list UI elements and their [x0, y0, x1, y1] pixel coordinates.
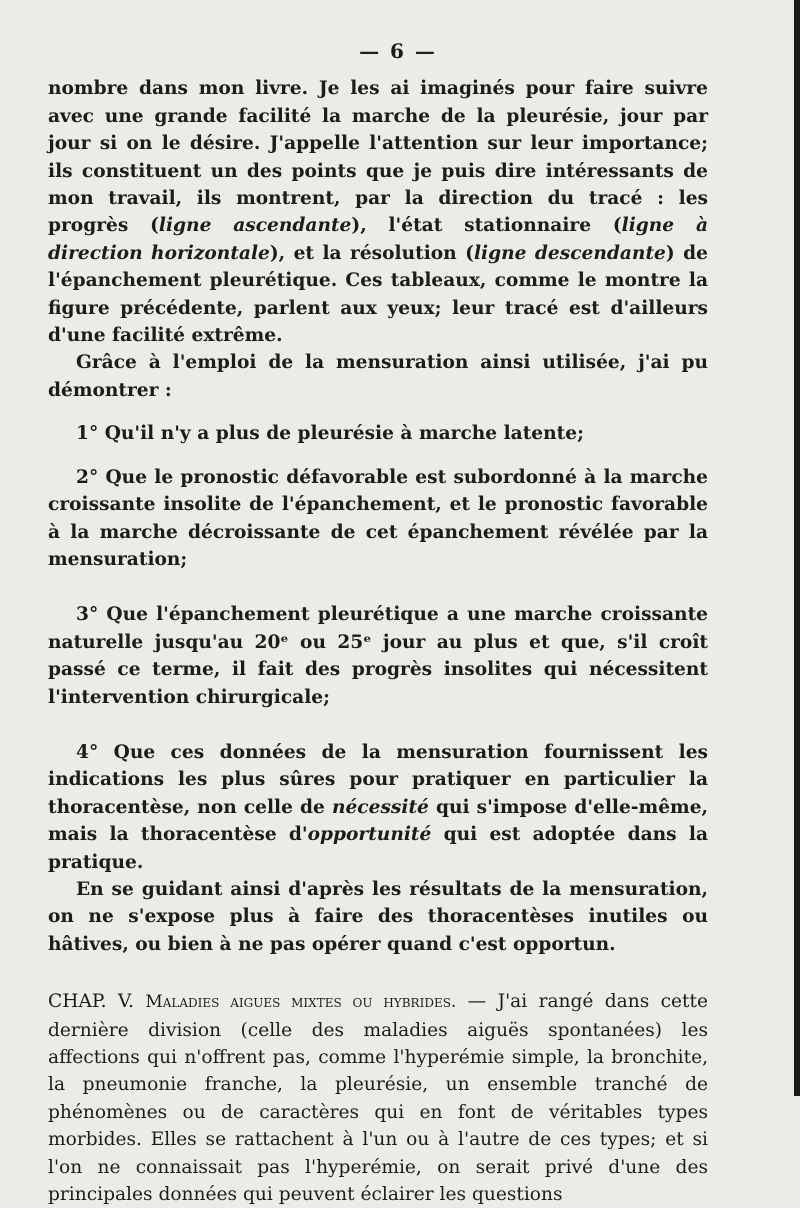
text-run: qui est adoptée dans la pratique. — [48, 824, 708, 873]
chapter-title: Maladies aigues mixtes ou hybrides. — [145, 992, 457, 1013]
chapter-text: — J'ai rangé dans cette dernière division (celle des maladies aiguës spontanées) les affections qui n'offrent pas, comme l'hyperémie simple, la bronchite, la pneumonie franche, la pleurésie, un ensemble tranché de phénomènes ou de caractères qui en font de véritables types morbides. Elles se rattachent à l'un ou à l'autre de ces types; et si l'on ne connaissait pas l'hyperémie, on serait privé d'une des principales données qui peuvent éclairer les questions — [48, 991, 708, 1206]
italic-term: opportunité — [307, 824, 432, 846]
list-item-1: 1° Qu'il n'y a plus de pleurésie à marche latente; — [76, 423, 584, 445]
list-item-2: 2° Que le pronostic défavorable est subordonné à la marche croissante insolite de l'épanchement, et le pronostic favorable à la marche décroissante de cet épanchement révélée par la mensuration; — [48, 466, 708, 570]
paragraph-demonstration: Grâce à l'emploi de la mensuration ainsi utilisée, j'ai pu démontrer : — [48, 352, 708, 401]
text-run: ) de l'épanchement pleurétique. Ces tableaux, comme le montre la figure précédente, parlent aux yeux; leur tracé est d'ailleurs d'une facilité extrême. — [48, 242, 708, 347]
text-run: ), et la résolution ( — [269, 242, 474, 264]
scan-edge — [794, 0, 800, 1096]
text-run: ), l'état stationnaire ( — [351, 215, 622, 237]
italic-term: ligne ascendante — [158, 215, 352, 237]
text-run: qui s'impose d'elle-même, mais la thoracentèse d' — [48, 796, 708, 846]
chapter-section — [48, 988, 708, 1208]
italic-term: ligne descendante — [473, 242, 666, 264]
text-run: 4° Que ces données de la mensuration fournissent les indications les plus sûres pour pratiquer en particulier la thoracentèse, non celle de — [48, 741, 708, 818]
text-run: nombre dans mon livre. Je les ai imaginés pour faire suivre avec une grande facilité la marche de la pleurésie, jour par jour si on le désire. J'appelle l'attention sur leur importance; ils constituent un des points que je puis dire intéressants de mon travail, ils montrent, par la direction du tracé : les progrès ( — [48, 78, 708, 237]
page-body — [48, 38, 708, 1208]
paragraph-conclusion: En se guidant ainsi d'après les résultats de la mensuration, on ne s'expose plus à faire des thoracentèses inutiles ou hâtives, ou bien à ne pas opérer quand c'est opportun. — [48, 878, 708, 955]
page-number: — 6 — — [359, 39, 437, 63]
list-item-4 — [48, 739, 708, 876]
paragraph-intro — [48, 75, 708, 349]
italic-term: nécessité — [331, 796, 429, 818]
chapter-label: CHAP. V. — [48, 991, 134, 1013]
list-item-3: 3° Que l'épanchement pleurétique a une marche croissante naturelle jusqu'au 20ᵉ ou 25ᵉ jour au plus et que, s'il croît passé ce terme, il fait des progrès insolites qui nécessitent l'intervention chirurgicale; — [48, 604, 708, 708]
italic-term: ligne à direction horizontale — [48, 215, 708, 264]
